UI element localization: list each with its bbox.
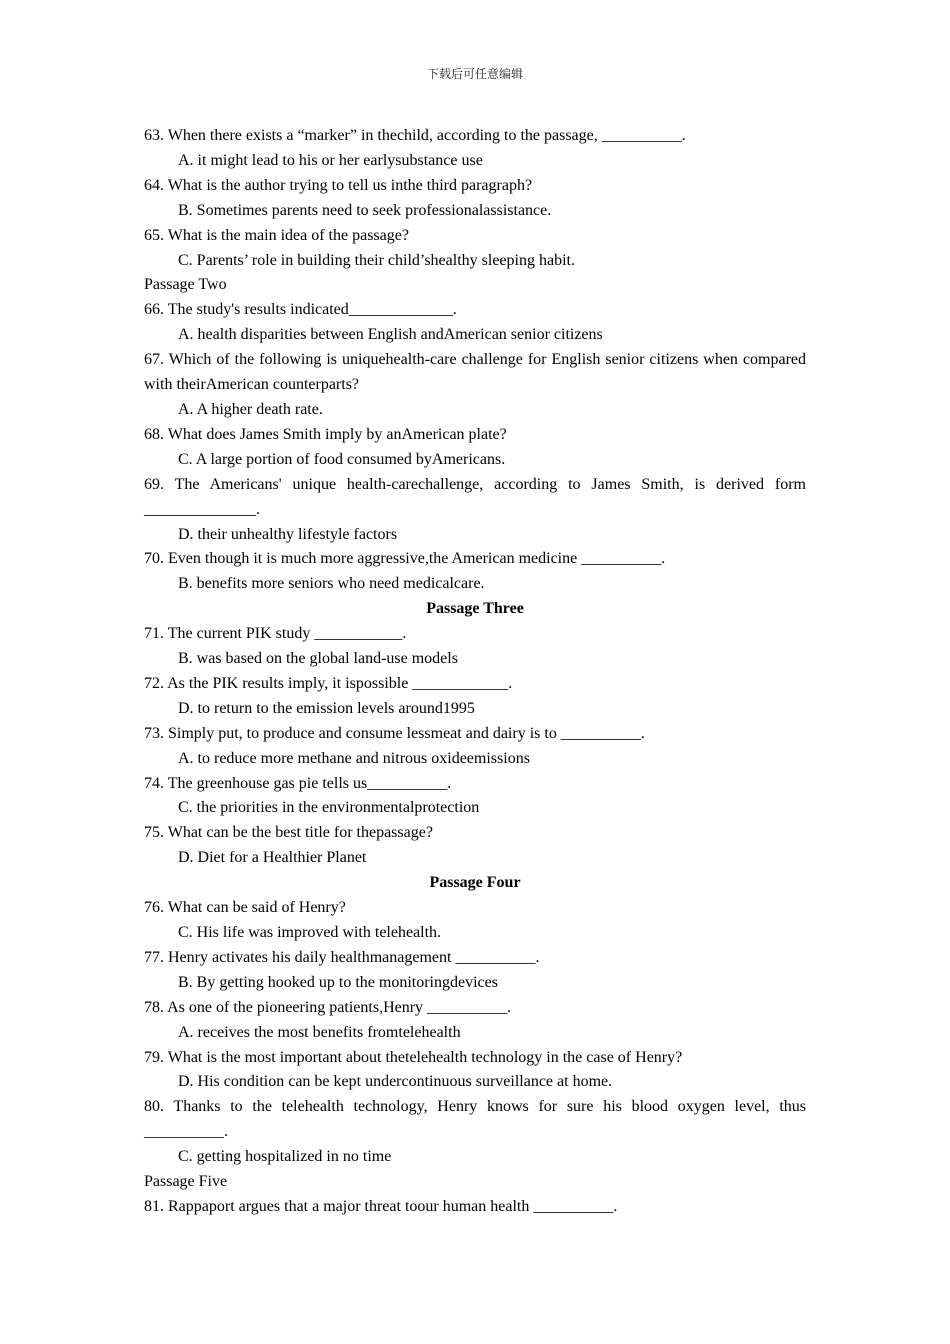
- answer-text: B. By getting hooked up to the monitoringdevices: [178, 973, 498, 991]
- answer-text: D. Diet for a Healthier Planet: [178, 849, 367, 867]
- question-text: 71. The current PIK study ___________.: [144, 625, 407, 643]
- answer-text: A. to reduce more methane and nitrous oxideemissions: [178, 749, 530, 767]
- question-text: 63. When there exists a “marker” in thechild, according to the passage, __________.: [144, 127, 686, 144]
- answer-text: C. A large portion of food consumed byAmericans.: [178, 450, 506, 468]
- question-text: 79. What is the most important about thetelehealth technology in the case of Henry?: [144, 1048, 683, 1066]
- answer-text: A. health disparities between English andAmerican senior citizens: [178, 326, 603, 344]
- answer-text: B. was based on the global land-use models: [178, 650, 458, 668]
- section-heading: Passage Three: [426, 600, 524, 618]
- question-text: 81. Rappaport argues that a major threat toour human health __________.: [144, 1197, 618, 1215]
- answer-text: B. benefits more seniors who need medicalcare.: [178, 575, 485, 593]
- document-body: [144, 124, 806, 1220]
- answer-text: A. A higher death rate.: [178, 400, 323, 418]
- question-text: 65. What is the main idea of the passage?: [144, 226, 409, 244]
- question-text: 73. Simply put, to produce and consume lessmeat and dairy is to __________.: [144, 724, 645, 742]
- question-text: 67. Which of the following is uniquehealth-care challenge for English senior citizens when compared with theirAmerican counterparts?: [144, 351, 806, 394]
- question-text: 64. What is the author trying to tell us inthe third paragraph?: [144, 176, 533, 194]
- answer-text: D. to return to the emission levels around1995: [178, 699, 475, 717]
- page-header: 下载后可任意编辑: [426, 67, 523, 81]
- question-text: 72. As the PIK results imply, it ispossible ____________.: [144, 674, 513, 692]
- question-text: 68. What does James Smith imply by anAmerican plate?: [144, 425, 507, 443]
- answer-text: A. receives the most benefits fromtelehealth: [178, 1023, 461, 1041]
- answer-text: C. getting hospitalized in no time: [178, 1148, 392, 1166]
- answer-text: D. their unhealthy lifestyle factors: [178, 525, 398, 543]
- answer-text: D. His condition can be kept undercontinuous surveillance at home.: [178, 1073, 613, 1091]
- answer-text: A. it might lead to his or her earlysubstance use: [178, 151, 483, 169]
- question-text: 70. Even though it is much more aggressive,the American medicine __________.: [144, 550, 666, 568]
- question-text: 76. What can be said of Henry?: [144, 899, 346, 917]
- question-text: 80. Thanks to the telehealth technology, Henry knows for sure his blood oxygen level, thus __________.: [144, 1098, 806, 1141]
- answer-text: C. the priorities in the environmentalprotection: [178, 799, 480, 817]
- section-heading: Passage Five: [144, 1173, 228, 1191]
- question-text: 74. The greenhouse gas pie tells us__________.: [144, 774, 452, 792]
- section-heading: Passage Two: [144, 276, 227, 294]
- answer-text: C. His life was improved with telehealth.: [178, 924, 442, 941]
- answer-text: B. Sometimes parents need to seek professionalassistance.: [178, 201, 552, 219]
- question-text: 69. The Americans' unique health-carechallenge, according to James Smith, is derived form ______________.: [144, 475, 806, 518]
- answer-text: C. Parents’ role in building their child’shealthy sleeping habit.: [178, 251, 575, 269]
- question-text: 77. Henry activates his daily healthmanagement __________.: [144, 948, 540, 966]
- question-text: 75. What can be the best title for thepassage?: [144, 824, 433, 842]
- section-heading: Passage Four: [429, 874, 521, 892]
- question-text: 66. The study's results indicated_____________.: [144, 301, 457, 319]
- question-text: 78. As one of the pioneering patients,Henry __________.: [144, 998, 512, 1016]
